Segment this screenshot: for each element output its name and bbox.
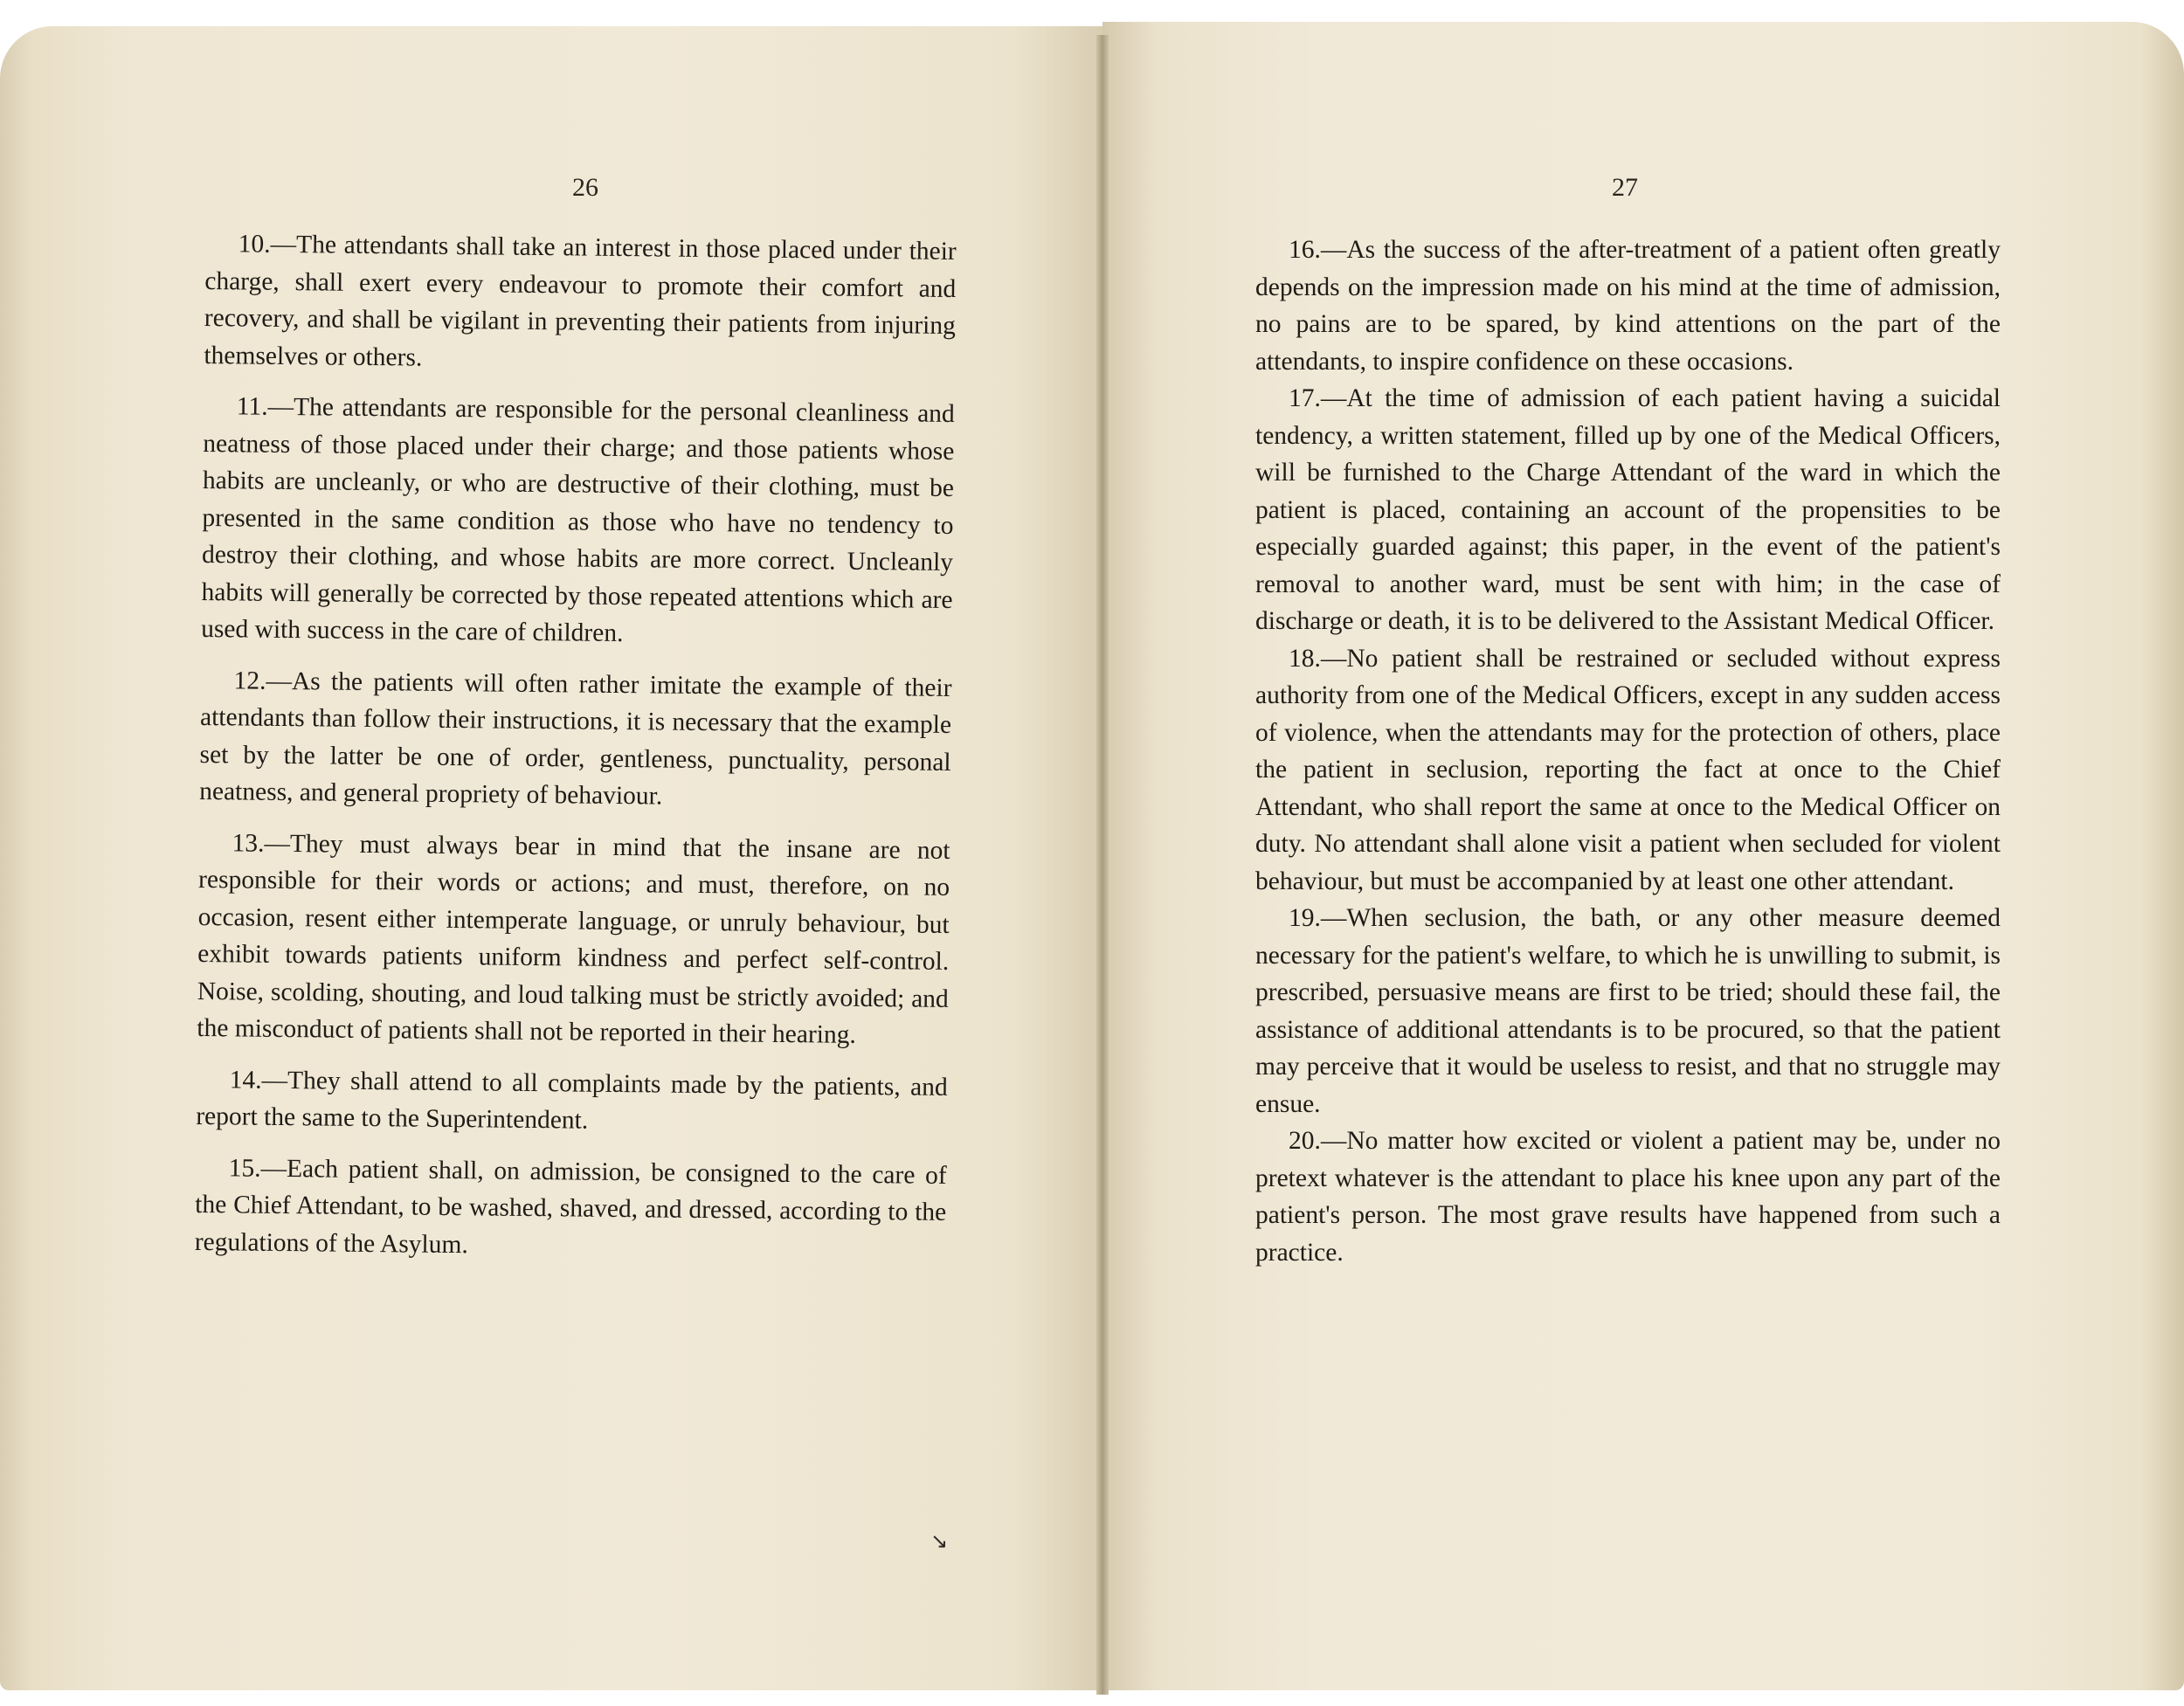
rule-19-paragraph: 19.—When seclusion, the bath, or any other measure deemed necessary for the patient's welfare, to which he is unwilling to submit, is prescribed, persuasive means are first to be tried; should these fail, the assistance of additional attendants is to be procured, so that the patient may perceive that it would be useless to resist, and that no struggle may ensue. <box>1255 904 2001 1118</box>
rule-18-paragraph: 18.—No patient shall be restrained or secluded without express authority from one of the Medical Officers, except in any sudden access of violence, when the attendants may for the protection of others, place the patient in seclusion, reporting the fact at once to the Chief Attendant, who shall report the same at once to the Medical Officer on duty. No attendant shall alone visit a patient when secluded for violent behaviour, but must be accompanied by at least one other attendant. <box>1255 644 2001 895</box>
rule-12-paragraph: 12.—As the patients will often rather imitate the example of their attendants than follow their instructions, it is necessary that the example set by the latter be one of order, gentleness, punctuality, personal neatness, and general propriety of behaviour. <box>199 666 952 811</box>
left-page-text <box>194 225 957 1282</box>
rule-20-paragraph: 20.—No matter how excited or violent a patient may be, under no pretext whatever is the attendant to place his knee upon any part of the patient's person. The most grave results have happened from such a practice. <box>1255 1127 2001 1267</box>
right-page-text <box>1255 231 2001 1271</box>
left-page-number: 26 <box>572 173 598 202</box>
rule-13-paragraph: 13.—They must always bear in mind that the insane are not responsible for their words or actions; and must, therefore, on no occasion, resent either intemperate language, or unruly behaviour, but exhibit towards patients uniform kindness and perfect self-control. Noise, scolding, shouting, and loud talking must be strictly avoided; and the misconduct of patients shall not be reported in their hearing. <box>197 828 950 1049</box>
rule-15-paragraph: 15.—Each patient shall, on admission, be consigned to the care of the Chief Attendant, to be washed, shaved, and dressed, according to the regulations of the Asylum. <box>194 1153 947 1259</box>
right-page-number: 27 <box>1612 173 1638 202</box>
rule-17-paragraph: 17.—At the time of admission of each patient having a suicidal tendency, a written statement, filled up by one of the Medical Officers, will be furnished to the Charge Attendant of the ward in which the patient is placed, containing an account of the propensities to be especially guarded against; this paper, in the event of the patient's removal to another ward, must be sent with him; in the case of discharge or death, it is to be delivered to the Assistant Medical Officer. <box>1255 384 2001 635</box>
rule-10-paragraph: 10.—The attendants shall take an interest in those placed under their charge, shall exert every endeavour to promote their comfort and recovery, and shall be vigilant in preventing their patients from injuring themselves or others. <box>204 230 957 372</box>
rule-14-paragraph: 14.—They shall attend to all complaints made by the patients, and report the same to the Superintendent. <box>196 1065 948 1135</box>
book-spine <box>1096 35 1109 1695</box>
catchword-mark-icon: ↘ <box>930 1529 949 1553</box>
rule-16-paragraph: 16.—As the success of the after-treatment of a patient often greatly depends on the impression made on his mind at the time of admission, no pains are to be spared, by kind attentions on the part of the attendants, to inspire confidence on these occasions. <box>1255 236 2001 376</box>
rule-11-paragraph: 11.—The attendants are responsible for the personal cleanliness and neatness of those placed under their charge; and those patients whose habits are uncleanly, or who are destructive of their clothing, must be presented in the same condition as those who have no tendency to destroy their clothing, and whose habits are more correct. Uncleanly habits will generally be corrected by those repeated attentions which are used with success in the care of children. <box>200 392 955 648</box>
